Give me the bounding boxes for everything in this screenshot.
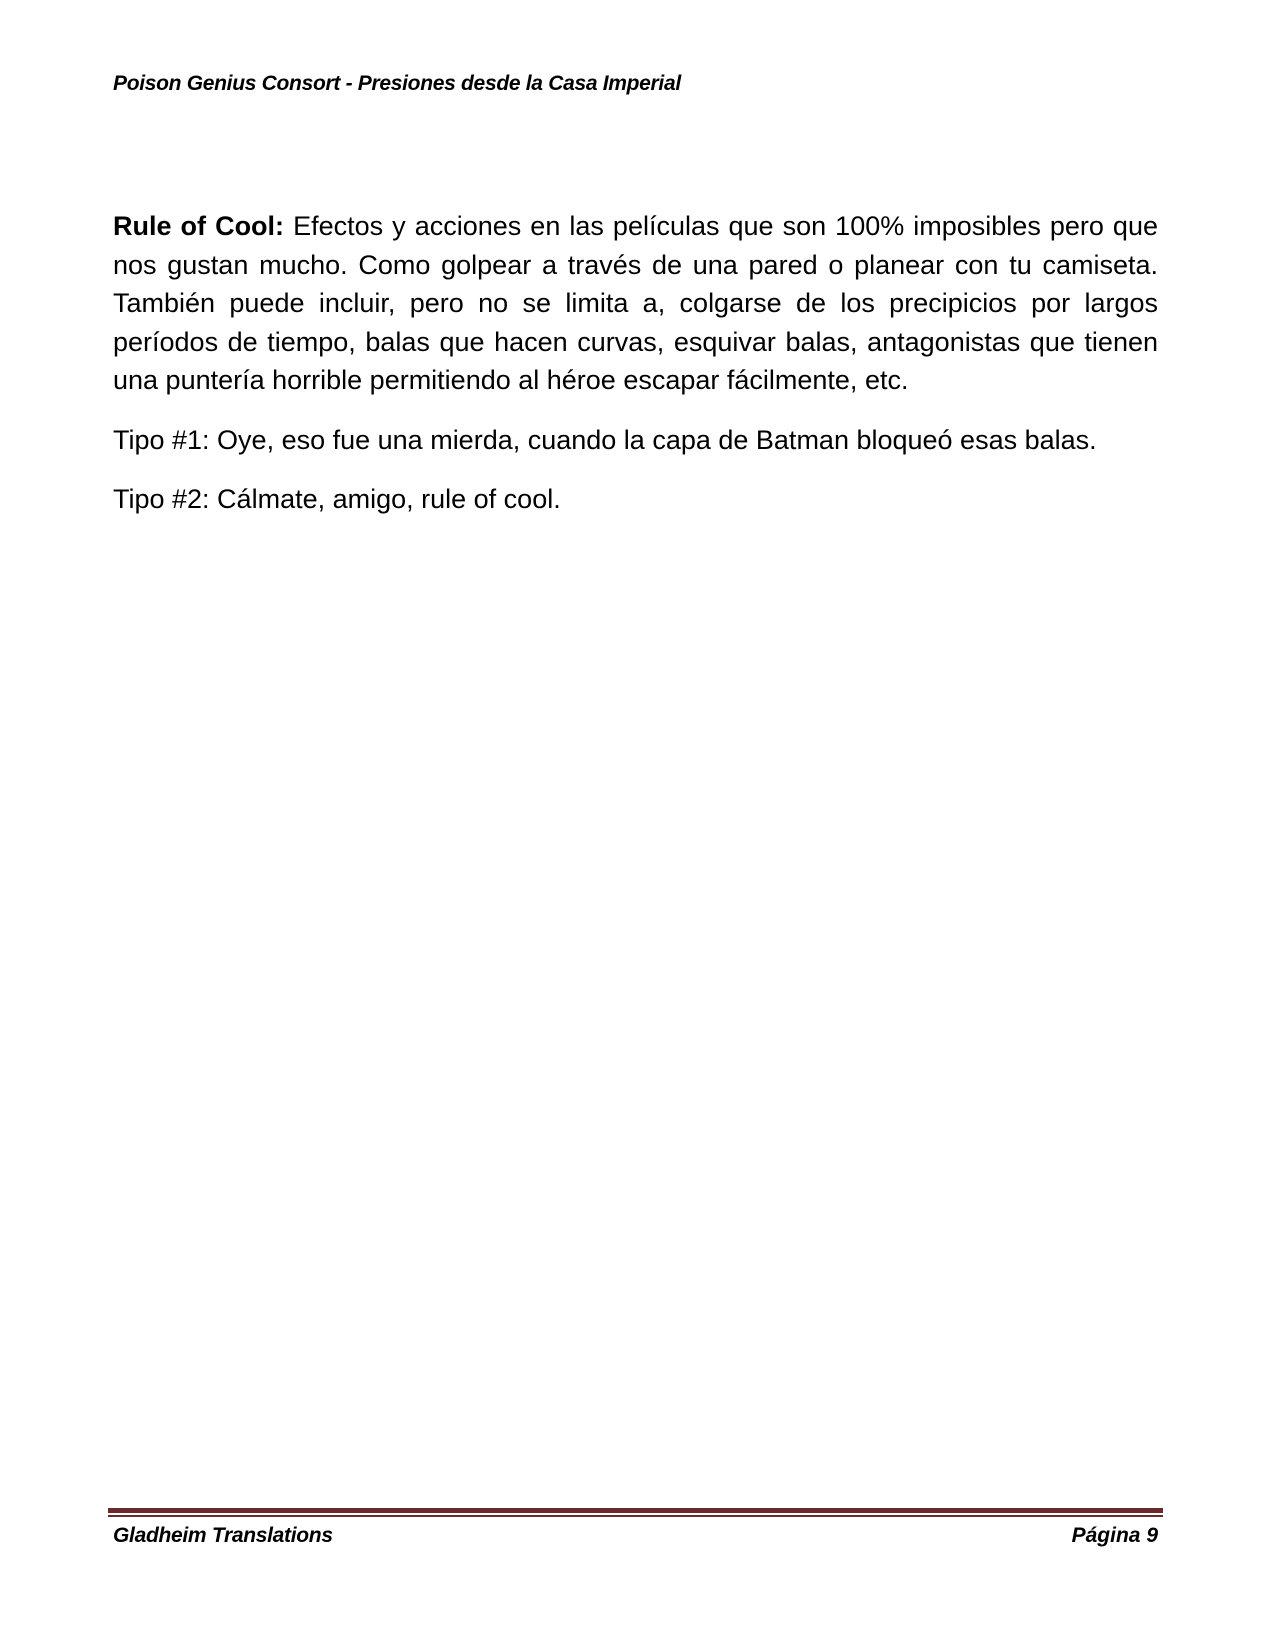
term-label: Rule of Cool: <box>113 211 285 241</box>
body-content <box>113 207 1158 540</box>
footer-publisher: Gladheim Translations <box>113 1524 333 1547</box>
footer-page-number: Página 9 <box>1071 1524 1158 1547</box>
paragraph-tipo-1: Tipo #1: Oye, eso fue una mierda, cuando la capa de Batman bloqueó esas balas. <box>113 424 1097 455</box>
paragraph-rule-of-cool <box>113 207 1158 400</box>
paragraph-tipo-2: Tipo #2: Cálmate, amigo, rule of cool. <box>113 484 561 514</box>
footer-divider <box>108 1508 1163 1517</box>
term-definition: Efectos y acciones en las películas que son 100% imposibles pero que nos gustan mucho. Como golpear a través de una pared o planear con tu camiseta. También puede incluir, pero no se limita a, colgarse de los precipicios por largos períodos de tiempo, balas que hacen curvas, esquivar balas, antagonistas que tienen una puntería horrible permitiendo al héroe escapar fácilmente, etc. <box>113 211 1158 395</box>
running-header: Poison Genius Consort - Presiones desde la Casa Imperial <box>113 72 681 95</box>
footer-divider-thin-line <box>108 1515 1163 1517</box>
